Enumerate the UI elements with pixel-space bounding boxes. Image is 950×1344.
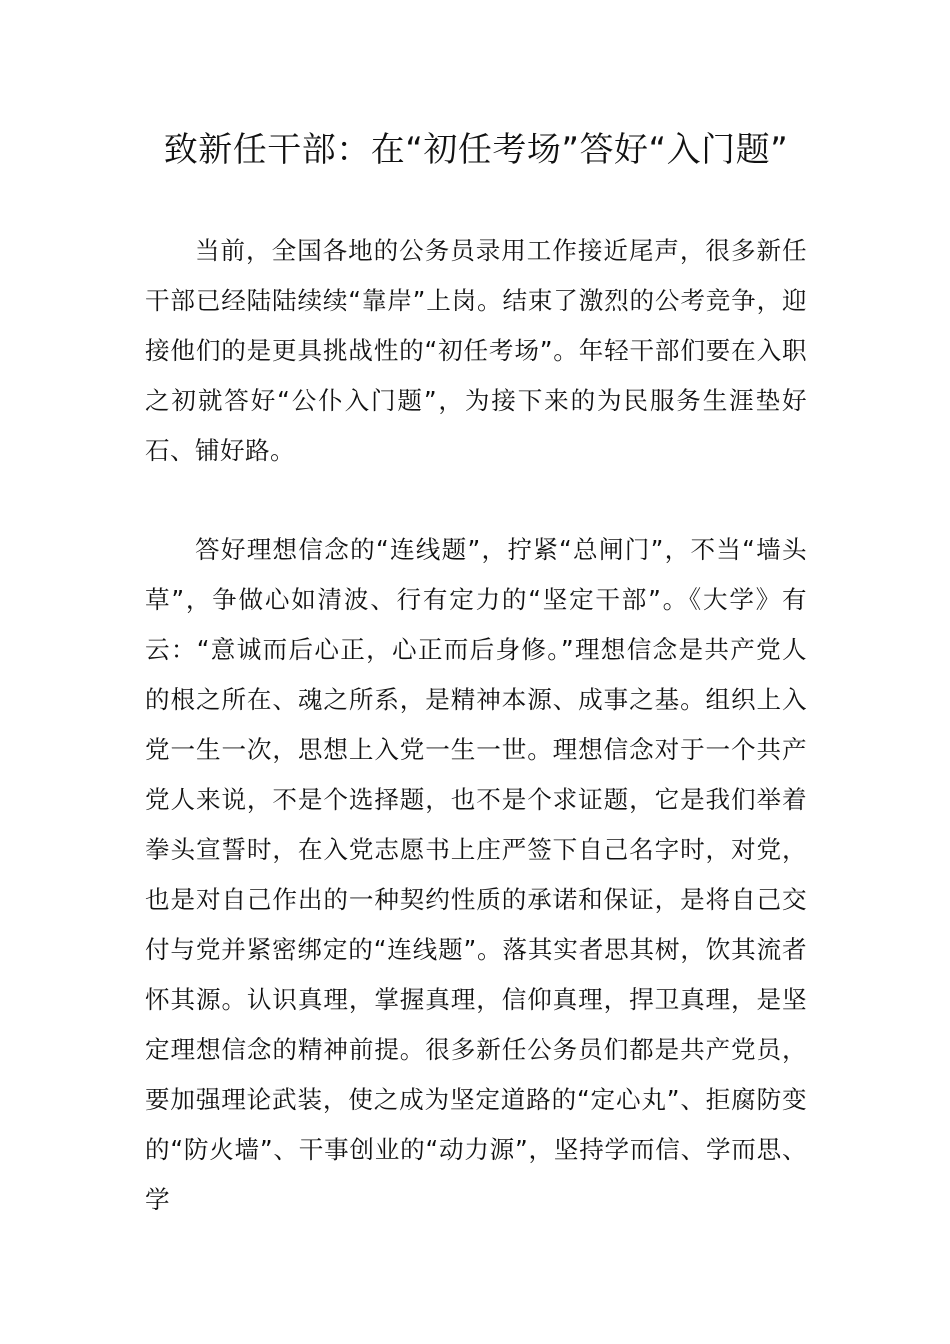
document-title: 致新任干部：在“初任考场”答好“入门题” <box>163 130 789 170</box>
paragraph-ideals: 答好理想信念的“连线题”，拧紧“总闸门”，不当“墙头草”，争做心如清波、行有定力的“坚定干部”。《大学》有云：“意诚而后心正，心正而后身修。”理想信念是共产党人的根之所在、魂之所系，是精神本源、成事之基。组织上入党一生一次，思想上入党一生一世。理想信念对于一个共产党人来说，不是个选择题，也不是个求证题，它是我们举着拳头宣誓时，在入党志愿书上庄严签下自己名字时，对党，也是对自己作出的一种契约性质的承诺和保证，是将自己交付与党并紧密绑定的“连线题”。落其实者思其树，饮其流者怀其源。认识真理，掌握真理，信仰真理，捍卫真理，是坚定理想信念的精神前提。很多新任公务员们都是共产党员，要加强理论武装，使之成为坚定道路的“定心丸”、拒腐防变的“防火墙”、干事创业的“动力源”，坚持学而信、学而思、学 <box>145 535 807 1214</box>
paragraph-intro: 当前，全国各地的公务员录用工作接近尾声，很多新任干部已经陆陆续续“靠岸”上岗。结束了激烈的公考竞争，迎接他们的是更具挑战性的“初任考场”。年轻干部们要在入职之初就答好“公仆入门题”，为接下来的为民服务生涯垫好石、铺好路。 <box>145 236 807 465</box>
